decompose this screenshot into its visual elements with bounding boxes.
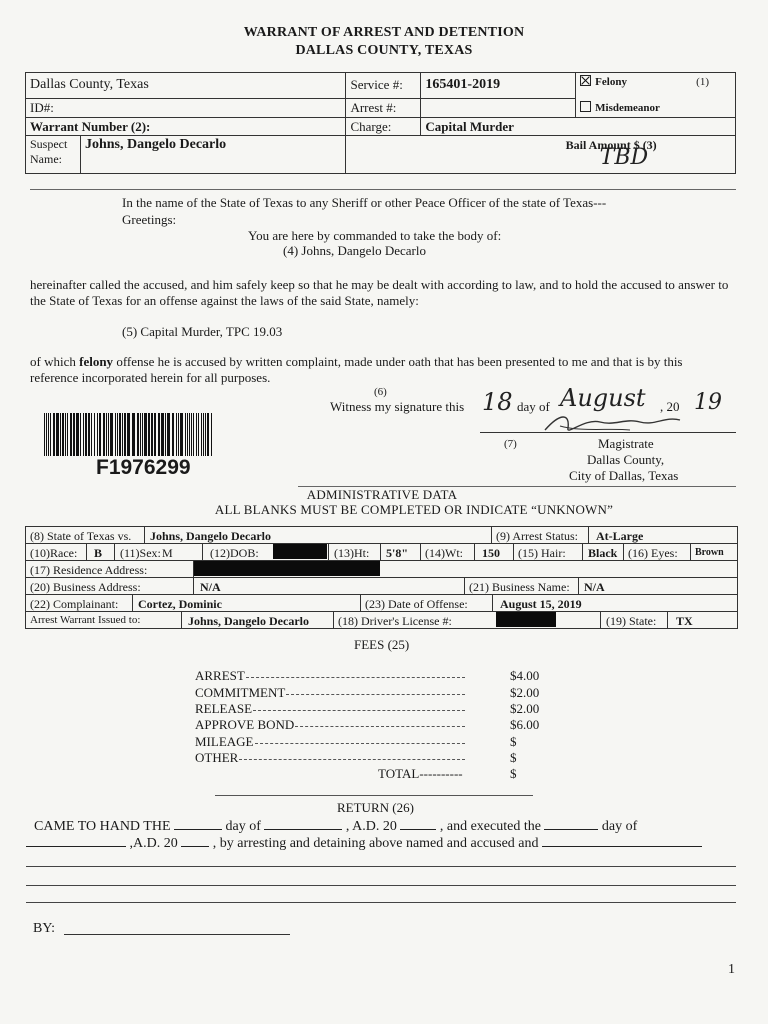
document-title: WARRANT OF ARREST AND DETENTION [243, 25, 525, 40]
issued-to-value: Johns, Dangelo Decarlo [188, 614, 309, 628]
barcode-bar [117, 413, 118, 456]
service-number: 165401-2019 [421, 73, 576, 99]
barcode-bar [122, 413, 123, 456]
barcode-bar [99, 413, 101, 456]
business-address-value: N/A [200, 580, 221, 594]
signature-line [480, 432, 736, 433]
misdemeanor-checkbox[interactable] [580, 101, 591, 112]
barcode-bar [50, 413, 51, 456]
executed-month-blank[interactable] [26, 834, 126, 847]
hair-value: Black [588, 546, 618, 560]
race-value: B [94, 546, 103, 560]
warrant-header-table [25, 72, 736, 174]
fee-row [195, 668, 555, 684]
fee-total-row [378, 766, 517, 782]
bail-label: Bail Amount $ (3) [565, 138, 657, 152]
barcode-bar [158, 413, 160, 456]
barcode-bar [60, 413, 61, 456]
greeting-line: In the name of the State of Texas to any Sheriff or other Peace Officer of the state of Texas--- [122, 195, 607, 210]
warrant-number-label: Warrant Number (2): [26, 118, 346, 136]
barcode-bar [62, 413, 64, 456]
state-vs-value: Johns, Dangelo Decarlo [150, 529, 271, 543]
sex-label: (11)Sex: [120, 546, 161, 560]
barcode-bar [91, 413, 92, 456]
arrest-number-label: Arrest #: [346, 98, 421, 117]
return-month-blank[interactable] [264, 817, 342, 830]
barcode-bar [203, 413, 204, 456]
hair-label: (15) Hair: [518, 546, 566, 560]
barcode-bar [165, 413, 166, 456]
drivers-license-redacted [496, 612, 556, 627]
by-signature-line[interactable] [64, 934, 290, 935]
barcode-bar [53, 413, 55, 456]
barcode-bar [80, 413, 81, 456]
id-cell: ID#: [26, 98, 346, 117]
charge-label: Charge: [346, 118, 421, 136]
barcode-bar [119, 413, 121, 456]
return-line-3 [26, 866, 736, 867]
total-value: $ [510, 766, 517, 781]
fee-leader [239, 759, 465, 760]
felony-number: (1) [696, 76, 709, 88]
fee-label: ARREST [195, 668, 245, 683]
greeting-word: Greetings: [122, 212, 177, 227]
fee-row [195, 750, 555, 766]
admin-instruction: ALL BLANKS MUST BE COMPLETED OR INDICATE “UNKNOWN” [214, 502, 614, 517]
barcode-bar [56, 413, 59, 456]
fee-value: $2.00 [510, 701, 540, 716]
magistrate-title: Magistrate [598, 436, 654, 451]
barcode-bar [187, 413, 188, 456]
bail-amount-handwritten: TBD [599, 145, 649, 170]
residence-label: (17) Residence Address: [30, 563, 148, 577]
barcode-bar [103, 413, 105, 456]
residence-redacted [194, 561, 380, 576]
felony-checkbox[interactable] [580, 75, 591, 86]
return-title: RETURN (26) [337, 800, 414, 815]
state-label: (19) State: [606, 614, 657, 628]
witness-text: Witness my signature this [330, 399, 465, 414]
barcode-bar [76, 413, 79, 456]
fee-leader [253, 710, 465, 711]
barcode-bar [201, 413, 202, 456]
barcode-bar [48, 413, 49, 456]
business-name-label: (21) Business Name: [469, 580, 570, 594]
barcode-bar [167, 413, 170, 456]
business-name-value: N/A [584, 580, 605, 594]
fee-value: $4.00 [510, 668, 540, 683]
state-vs-label: (8) State of Texas vs. [30, 529, 132, 543]
offense-line: (5) Capital Murder, TPC 19.03 [122, 324, 283, 339]
barcode-bar [127, 413, 130, 456]
barcode-bar [88, 413, 90, 456]
suspect-name: Johns, Dangelo Decarlo [80, 136, 346, 174]
fee-label: RELEASE [195, 701, 253, 716]
barcode-bar [142, 413, 143, 456]
fee-label: MILEAGE [195, 734, 254, 749]
race-label: (10)Race: [30, 546, 78, 560]
barcode-bar [176, 413, 177, 456]
fee-leader [255, 743, 465, 744]
fee-leader [286, 694, 465, 695]
barcode-bar [115, 413, 116, 456]
fee-value: $ [510, 734, 517, 749]
magistrate-county: Dallas County, [587, 452, 665, 467]
barcode-bar [132, 413, 135, 456]
offense-class-cell [576, 73, 736, 118]
executed-day-blank[interactable] [544, 817, 598, 830]
bail-cell [565, 136, 736, 174]
barcode-bar [178, 413, 179, 456]
county-cell: Dallas County, Texas [26, 73, 346, 99]
barcode-bar [161, 413, 164, 456]
barcode-bar [46, 413, 47, 456]
magistrate-city: City of Dallas, Texas [569, 468, 679, 483]
by-label: BY: [33, 921, 56, 936]
barcode-bar [196, 413, 197, 456]
return-line-1: CAME TO HAND THE day of , A.D. 20 , and executed the day of [34, 819, 638, 834]
barcode-bar [94, 413, 95, 456]
eyes-label: (16) Eyes: [628, 546, 678, 560]
command-text: You are here by commanded to take the body of: [248, 228, 502, 243]
dob-redacted [273, 544, 327, 559]
fee-label: COMMITMENT [195, 685, 286, 700]
dob-label: (12)DOB: [210, 546, 259, 560]
field-number-6: (6) [374, 386, 387, 398]
barcode-bar [85, 413, 87, 456]
fee-row [195, 685, 555, 701]
felony-label: Felony [595, 76, 627, 88]
divider [30, 189, 736, 190]
day-handwritten: 18 [482, 388, 513, 416]
accused-paragraph: hereinafter called the accused, and him safely keep so that he may be dealt with according to law, and to hold the accused to answer to the State of Texas for an offense against the laws of the said State, namely: [30, 277, 729, 308]
weight-label: (14)Wt: [425, 546, 463, 560]
return-day-blank[interactable] [174, 817, 222, 830]
month-handwritten: August [560, 384, 646, 412]
total-label: TOTAL [378, 766, 420, 781]
date-offense-value: August 15, 2019 [500, 597, 582, 611]
return-line-5 [26, 902, 736, 903]
barcode-bar [108, 413, 109, 456]
charge-value: Capital Murder [421, 118, 736, 136]
barcode-bar [83, 413, 84, 456]
barcode-bar [65, 413, 66, 456]
return-year-blank[interactable] [400, 817, 436, 830]
misdemeanor-label: Misdemeanor [595, 102, 660, 114]
barcode-bar [148, 413, 150, 456]
barcode-number: F1976299 [96, 456, 191, 479]
fee-label: APPROVE BOND [195, 717, 295, 732]
sex-value: M [162, 546, 173, 560]
barcode-bar [198, 413, 199, 456]
state-value: TX [676, 614, 693, 628]
total-leader: ---------- [419, 766, 463, 781]
executed-year-blank[interactable] [181, 834, 209, 847]
barcode-bar [154, 413, 156, 456]
drivers-license-label: (18) Driver's License #: [338, 614, 452, 628]
arrest-status-value: At-Large [596, 529, 644, 543]
admin-data-table [25, 526, 738, 629]
complaint-paragraph: of which felony offense he is accused by written complaint, made under oath that has been presented to me and that is by this reference incorporated herein for all purposes. [30, 354, 683, 385]
return-line-4 [26, 885, 736, 886]
barcode-bar [151, 413, 153, 456]
arrest-status-label: (9) Arrest Status: [496, 529, 578, 543]
barcode-bar [189, 413, 190, 456]
barcode-bar [106, 413, 107, 456]
barcode-bar [70, 413, 72, 456]
fees-divider [215, 795, 533, 796]
barcode-bar [110, 413, 113, 456]
issued-to-label: Arrest Warrant Issued to: [30, 614, 141, 626]
day-of-text: day of [517, 399, 550, 414]
page-number: 1 [728, 962, 735, 977]
barcode-bar [207, 413, 209, 456]
blank-cell [346, 136, 576, 174]
height-value: 5'8" [386, 546, 408, 560]
barcode-bar [172, 413, 174, 456]
accused-name-line: (4) Johns, Dangelo Decarlo [283, 243, 426, 258]
arrest-number-value [421, 98, 576, 117]
fee-row [195, 734, 555, 750]
barcode-bar [44, 413, 45, 456]
return-remarks-blank[interactable] [542, 834, 702, 847]
barcode-bar [193, 413, 194, 456]
barcode-bar [180, 413, 183, 456]
barcode-bar [97, 413, 98, 456]
fee-value: $6.00 [510, 717, 540, 732]
fee-leader [295, 726, 465, 727]
fee-label: OTHER [195, 750, 239, 765]
barcode-bar [137, 413, 139, 456]
barcode-image [44, 413, 216, 456]
barcode-bar [205, 413, 206, 456]
barcode-bar [124, 413, 126, 456]
eyes-value: Brown [695, 547, 724, 558]
admin-title: ADMINISTRATIVE DATA [306, 487, 458, 502]
complainant-value: Cortez, Dominic [138, 597, 222, 611]
year-handwritten: 19 [694, 390, 722, 415]
date-offense-label: (23) Date of Offense: [365, 597, 468, 611]
complainant-label: (22) Complainant: [30, 597, 119, 611]
height-label: (13)Ht: [334, 546, 370, 560]
fees-title: FEES (25) [354, 637, 410, 652]
service-label: Service #: [346, 73, 421, 99]
return-line-2: ,A.D. 20 , by arresting and detaining above named and accused and [26, 834, 736, 852]
fee-row [195, 717, 555, 733]
business-address-label: (20) Business Address: [30, 580, 141, 594]
year-prefix: , 20 [660, 399, 680, 414]
barcode-bar [67, 413, 68, 456]
barcode-bar [144, 413, 147, 456]
barcode-bar [140, 413, 141, 456]
barcode-bar [185, 413, 186, 456]
document-subtitle: DALLAS COUNTY, TEXAS [295, 43, 473, 58]
barcode-bar [191, 413, 192, 456]
weight-value: 150 [482, 546, 500, 560]
fee-row [195, 701, 555, 717]
barcode-bar [73, 413, 75, 456]
fee-value: $2.00 [510, 685, 540, 700]
barcode-bar [211, 413, 212, 456]
field-number-7: (7) [504, 438, 517, 450]
fee-leader [246, 677, 465, 678]
suspect-label: Suspect Name: [26, 136, 81, 174]
fee-value: $ [510, 750, 517, 765]
